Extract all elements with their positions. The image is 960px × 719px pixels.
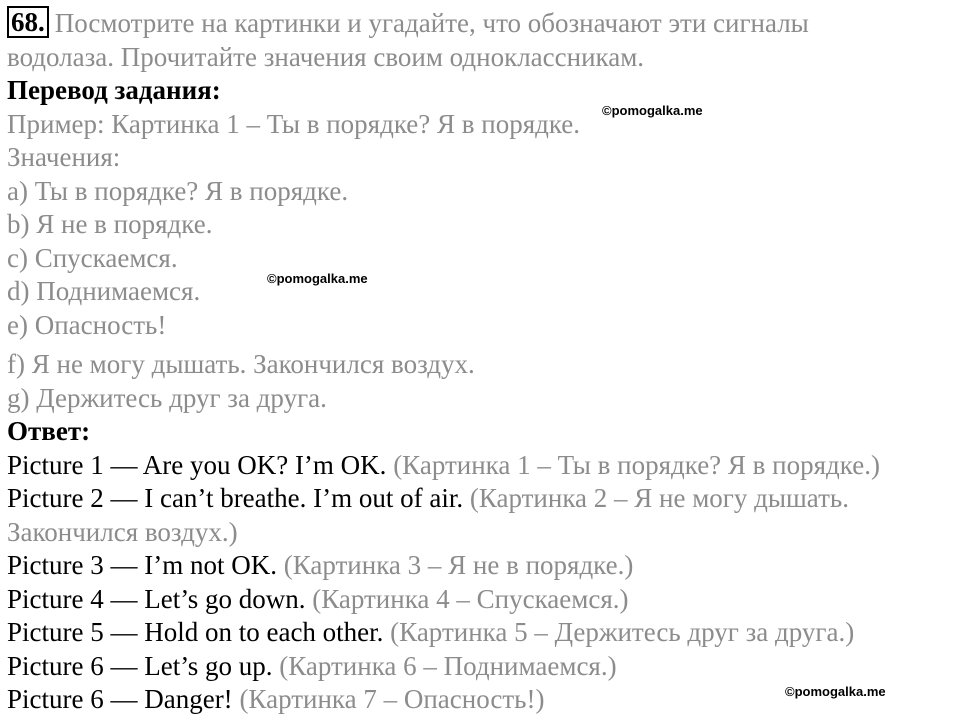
- instruction-line-1: Посмотрите на картинки и угадайте, что обозначают эти сигналы: [54, 8, 809, 38]
- meanings-label: Значения:: [7, 142, 121, 172]
- answer-english: Picture 1 — Are you OK? I’m OK.: [7, 449, 387, 480]
- answer-row: [7, 616, 952, 650]
- answer-english: Picture 6 — Danger!: [7, 684, 233, 714]
- answer-row: [7, 549, 952, 583]
- answer-heading: Ответ:: [7, 416, 91, 446]
- meaning-item: f) Я не могу дышать. Закончился воздух.: [7, 349, 475, 379]
- answer-russian: (Картинка 1 – Ты в порядке? Я в порядке.): [386, 449, 880, 480]
- answer-row: [7, 650, 952, 684]
- answer-russian: (Картинка 5 – Держитесь друг за друга.): [383, 617, 855, 647]
- answer-russian: (Картинка 4 – Спускаемся.): [305, 583, 629, 614]
- answer-english: Picture 3 — I’m not OK.: [7, 550, 277, 580]
- instruction-line-2: водолаза. Прочитайте значения своим одноклассникам.: [7, 41, 645, 72]
- answer-english: Picture 2 — I can’t breathe. I’m out of air.: [7, 483, 464, 513]
- meaning-item: c) Спускаемся.: [7, 242, 178, 273]
- answer-row: [7, 583, 952, 617]
- task-number: 68.: [7, 6, 49, 38]
- meaning-item: e) Опасность!: [7, 309, 167, 340]
- watermark: ©pomogalka.me: [602, 103, 703, 118]
- answer-russian: (Картинка 3 – Я не в порядке.): [276, 550, 634, 580]
- answer-english: Picture 6 — Let’s go up.: [7, 650, 273, 681]
- meaning-item: a) Ты в порядке? Я в порядке.: [7, 175, 349, 206]
- answer-russian: (Картинка 7 – Опасность!): [232, 684, 545, 714]
- answer-russian: (Картинка 2 – Я не могу дышать.: [463, 483, 849, 513]
- translation-heading: Перевод задания:: [7, 75, 221, 105]
- answer-row: [7, 482, 952, 516]
- meaning-item: g) Держитесь друг за друга.: [7, 382, 327, 413]
- watermark: ©pomogalka.me: [267, 271, 368, 286]
- meaning-item: b) Я не в порядке.: [7, 209, 213, 239]
- exercise-page: [7, 6, 952, 717]
- answer-english: Picture 4 — Let’s go down.: [7, 583, 306, 614]
- answer-english: Picture 5 — Hold on to each other.: [7, 617, 384, 647]
- translation-example: Пример: Картинка 1 – Ты в порядке? Я в порядке.: [7, 108, 581, 139]
- task-instruction: [7, 6, 952, 41]
- answer-russian-continued: Закончился воздух.): [7, 516, 238, 547]
- watermark: ©pomogalka.me: [785, 684, 886, 699]
- answer-row: [7, 449, 952, 483]
- meaning-item: d) Поднимаемся.: [7, 276, 201, 306]
- answer-russian: (Картинка 6 – Поднимаемся.): [272, 650, 617, 681]
